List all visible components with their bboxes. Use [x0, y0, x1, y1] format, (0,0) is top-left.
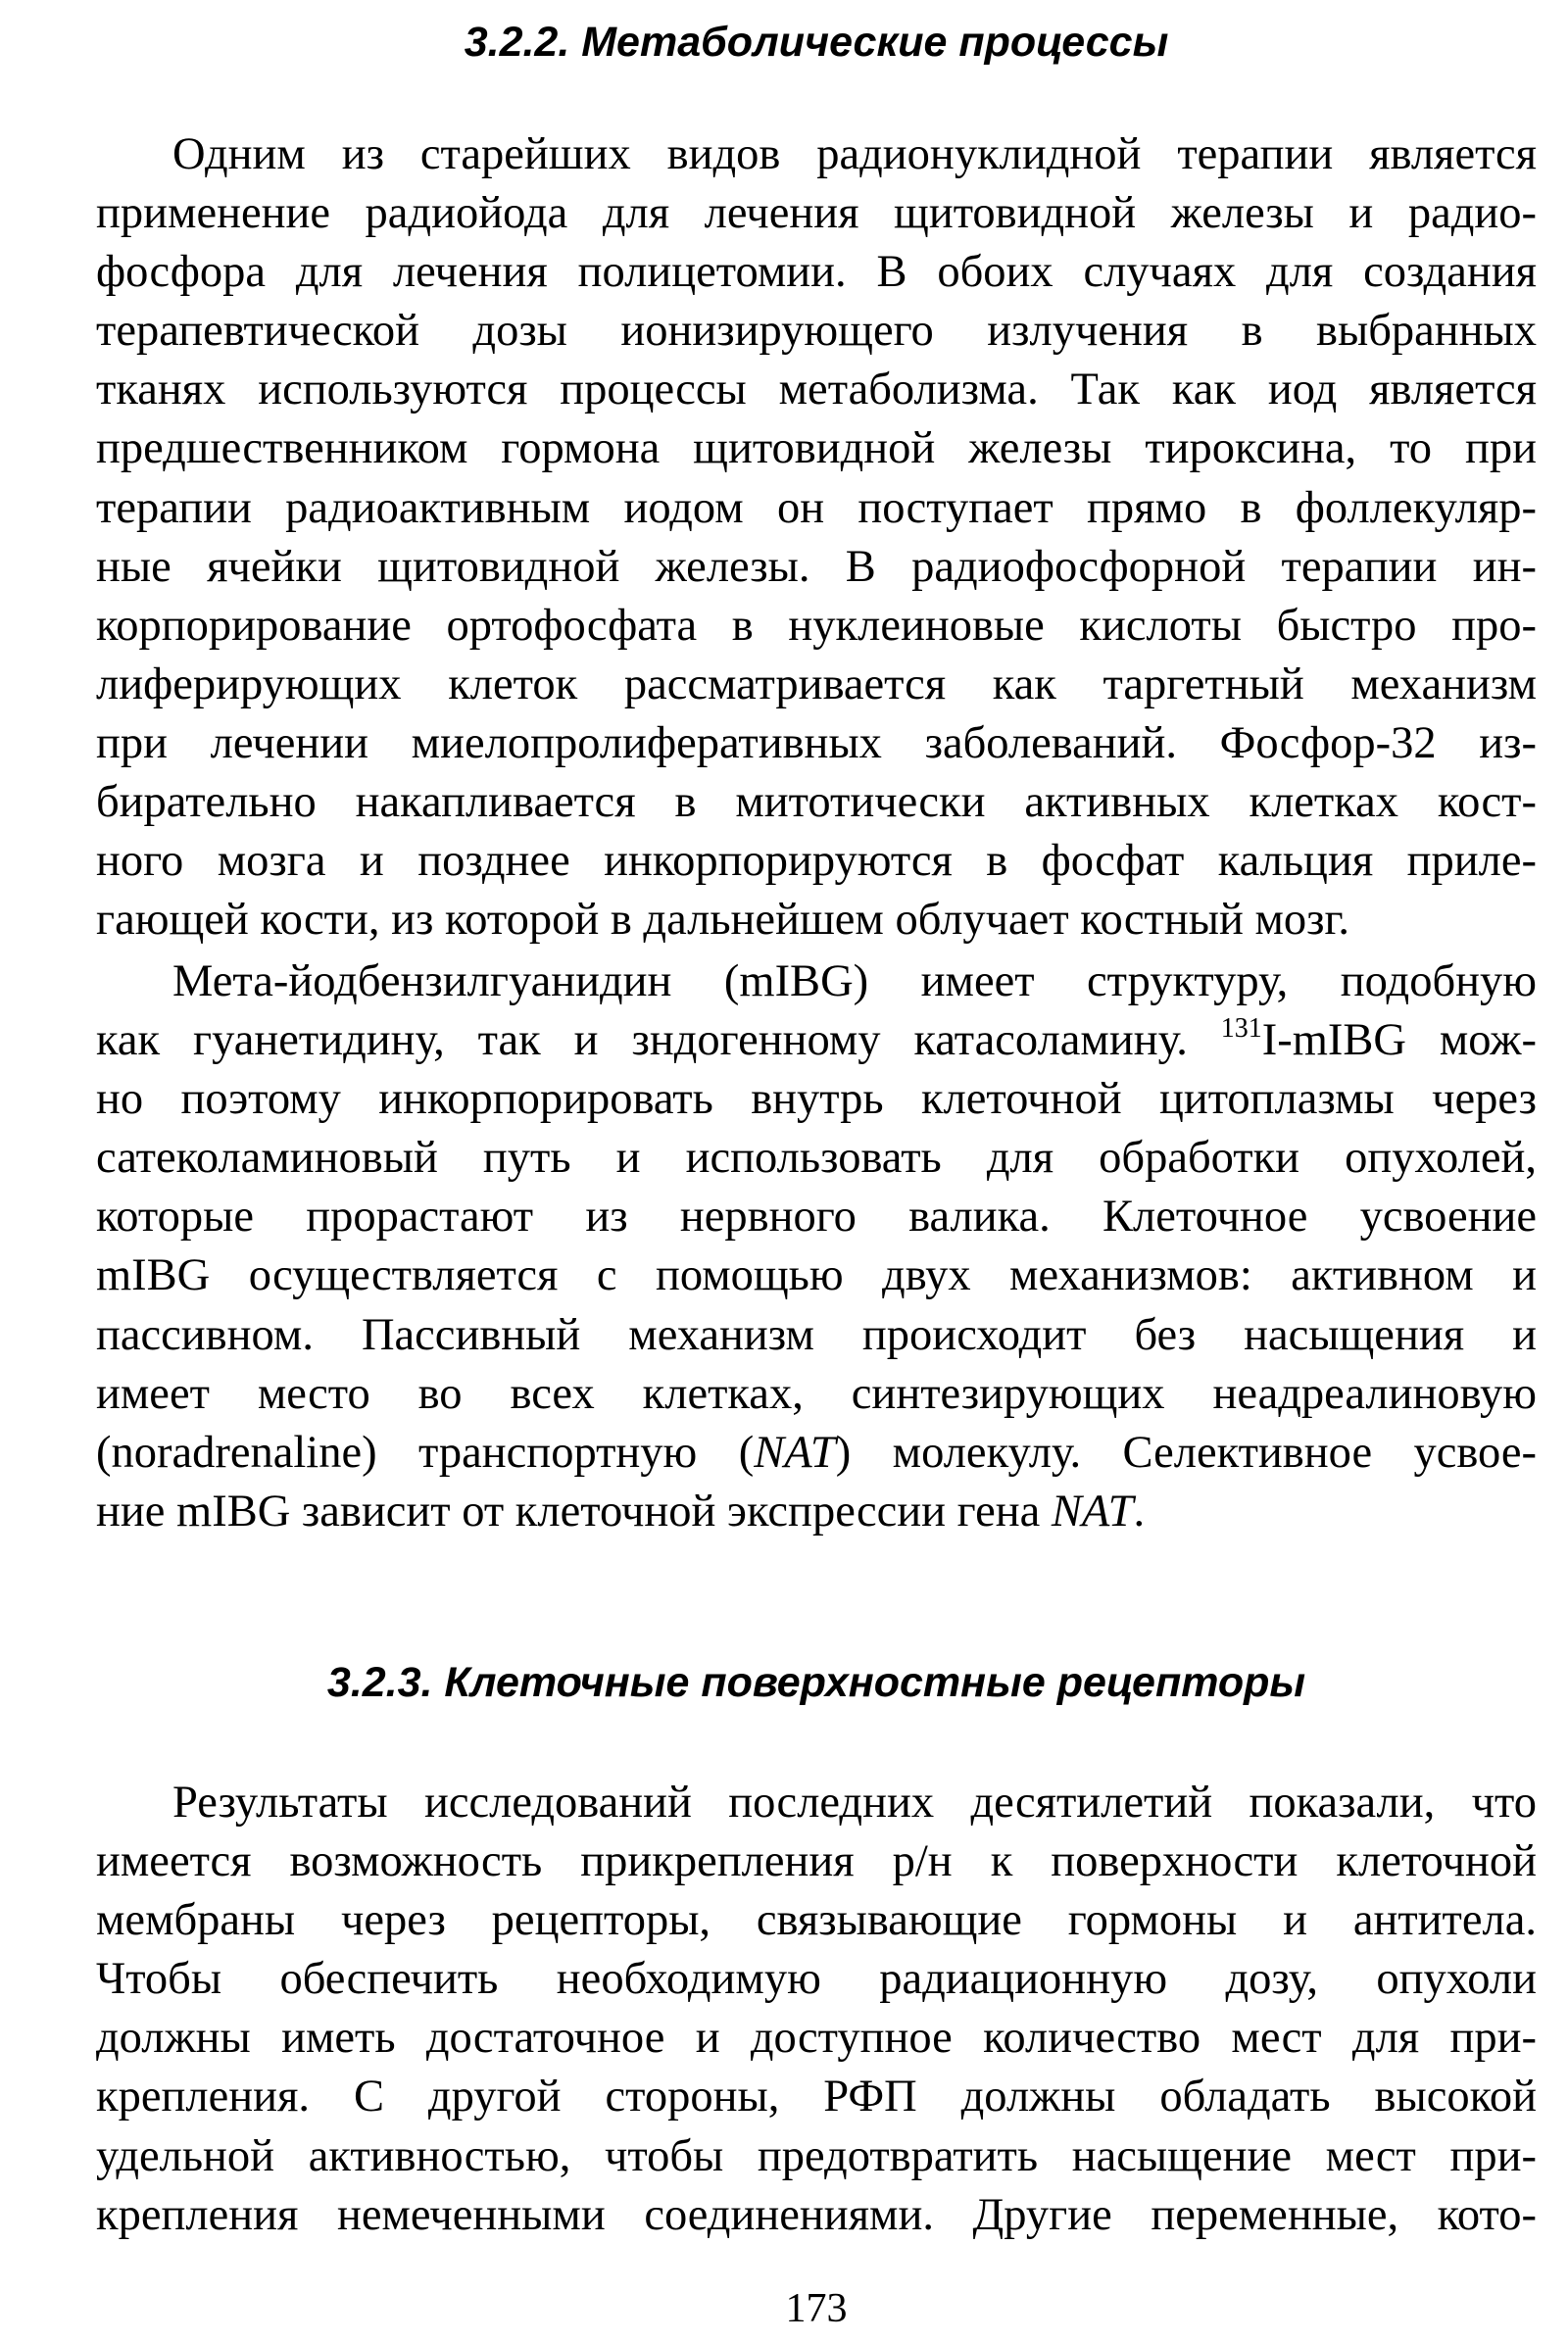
paragraph-mibg [96, 952, 1537, 1541]
text-fragment: (noradrenaline) транспортную ( [96, 1427, 755, 1478]
text-line: применение радиойода для лечения щитовидной железы и радио- [96, 188, 1537, 239]
section-heading-receptors: 3.2.3. Клеточные поверхностные рецепторы [326, 1659, 1306, 1706]
text-line: сатеколаминовый путь и использовать для обработки опухолей, [96, 1133, 1537, 1184]
paragraph-receptors [96, 1774, 1537, 2245]
text-line: которые прорастают из нервного валика. Клеточное усвоение [96, 1192, 1537, 1243]
text-line: ные ячейки щитовидной железы. В радиофосфорной терапии ин- [96, 541, 1537, 592]
text-line: удельной активностью, чтобы предотвратить насыщение мест при- [96, 2130, 1537, 2181]
text-line: имеется возможность прикрепления р/н к поверхности клеточной [96, 1836, 1537, 1887]
text-line: терапевтической дозы ионизирующего излучения в выбранных [96, 306, 1537, 357]
text-fragment: ) молекулу. Селективное усвое- [835, 1427, 1537, 1478]
text-line: корпорирование ортофосфата в нуклеиновые кислоты быстро про- [96, 600, 1537, 651]
text-fragment: . [1133, 1486, 1146, 1537]
text-line [96, 1011, 1537, 1070]
text-line: mIBG осуществляется с помощью двух механизмов: активном и [96, 1250, 1537, 1301]
text-line [96, 1483, 1537, 1541]
text-line: имеет место во всех клетках, синтезирующих неадреалиновую [96, 1368, 1537, 1419]
text-line: предшественником гормона щитовидной железы тироксина, то при [96, 423, 1537, 474]
text-line: ного мозга и позднее инкорпорируются в фосфат кальция приле- [96, 836, 1537, 887]
document-page [96, 0, 1537, 2342]
text-line: Чтобы обеспечить необходимую радиационную дозу, опухоли [96, 1954, 1537, 2005]
text-line: Одним из старейших видов радионуклидной терапии является [172, 129, 1537, 179]
text-line: тканях используются процессы метаболизма. Так как иод является [96, 365, 1537, 415]
text-line: гающей кости, из которой в дальнейшем облучает костный мозг. [96, 895, 1349, 946]
text-line: бирательно накапливается в митотически активных клетках кост- [96, 777, 1537, 828]
text-line: Результаты исследований последних десятилетий показали, что [172, 1778, 1537, 1828]
gene-name-italic: NAT [754, 1427, 836, 1478]
text-fragment: I-mIBG мож- [1261, 1015, 1537, 1066]
section-heading-metabolic: 3.2.2. Метаболические процессы [464, 19, 1169, 66]
text-line: крепления. С другой стороны, РФП должны обладать высокой [96, 2072, 1537, 2122]
gene-name-italic: NAT [1051, 1486, 1134, 1537]
text-line: должны иметь достаточное и доступное количество мест для при- [96, 2013, 1537, 2064]
isotope-superscript: 131 [1220, 1013, 1262, 1045]
text-line: мембраны через рецепторы, связывающие гормоны и антитела. [96, 1895, 1537, 1946]
text-line: крепления немеченными соединениями. Другие переменные, кото- [96, 2189, 1537, 2240]
text-line: лиферирующих клеток рассматривается как таргетный механизм [96, 659, 1537, 709]
text-line: но поэтому инкорпорировать внутрь клеточной цитоплазмы через [96, 1074, 1537, 1125]
text-line: Мета-йодбензилгуанидин (mIBG) имеет структуру, подобную [172, 956, 1537, 1006]
text-line: фосфора для лечения полицетомии. В обоих случаях для создания [96, 247, 1537, 298]
text-line [96, 1424, 1537, 1483]
text-line: пассивном. Пассивный механизм происходит без насыщения и [96, 1309, 1537, 1360]
paragraph-radioiodine [96, 125, 1537, 950]
text-fragment: как гуанетидину, так и зндогенному катасоламину. [96, 1015, 1221, 1066]
page-number: 173 [785, 2286, 848, 2331]
text-line: терапии радиоактивным иодом он поступает прямо в фоллекуляр- [96, 482, 1537, 533]
text-line: при лечении миелопролиферативных заболеваний. Фосфор-32 из- [96, 717, 1537, 768]
text-fragment: ние mIBG зависит от клеточной экспрессии гена [96, 1486, 1052, 1537]
